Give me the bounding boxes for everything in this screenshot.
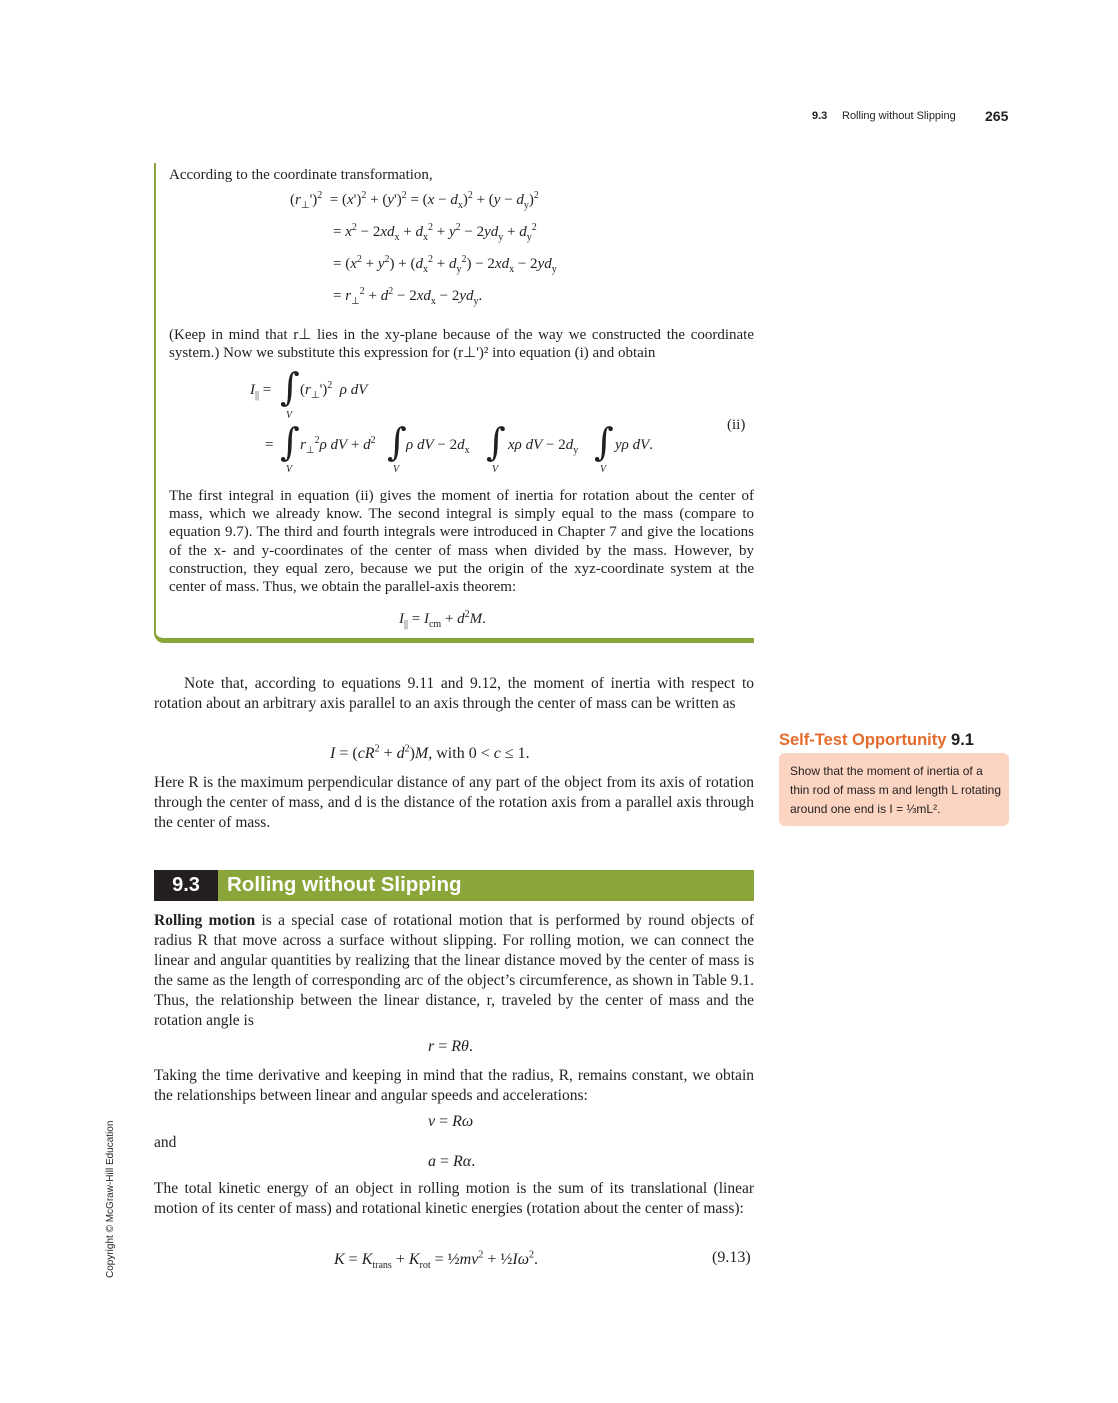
first-integral-text: The first integral in equation (ii) gives the moment of inertia for rotation about the center of mass, which we already know. The second integral is simply equal to the mass (compare to equation 9.7). The third and fourth integrals were introduced in Chapter 7 and give the locations of the x- and y-coordinates of the center of mass when divided by the mass. However, by construction, they equal zero, because we put the origin of the xyz-coordinate system at the center of mass. Thus, we obtain the parallel-axis theorem: — [169, 488, 754, 596]
general-inertia-equation: $I = (cR^2 + d^2)M$, with 0 < c ≤ 1. — [330, 743, 530, 762]
self-test-label: Self-Test Opportunity — [779, 731, 947, 749]
and-word: and — [154, 1134, 177, 1151]
integral-sign: ∫ — [594, 420, 614, 464]
equation-a: a = Rα. — [428, 1153, 476, 1170]
equation-v: v = Rω — [428, 1113, 474, 1130]
equation-r: r = Rθ. — [428, 1038, 473, 1055]
integral-equals: = — [265, 437, 274, 453]
header-section-number: 9.3 — [812, 110, 828, 122]
integral-sign: ∫ — [486, 420, 506, 464]
total-kinetic-paragraph: The total kinetic energy of an object in rolling motion is the sum of its translational (linear motion of its center of mass) and rotational kinetic energies (rotation about the center of mass): — [154, 1180, 754, 1217]
section-title: Rolling without Slipping — [227, 873, 462, 896]
integral-lhs: $I_{||}$ = — [250, 382, 272, 401]
equation-line-1: $(r_\perp')^2 = (x')^2 + (y')^2 = (x - d_x)^2 + (y - d_y)^2$ — [290, 190, 539, 211]
here-paragraph: Here R is the maximum perpendicular distance of any part of the object from its axis of rotation through the center of mass, and d is the distance of the rotation axis from a parallel axis through the center of mass. — [154, 774, 754, 831]
integral-sign: ∫ — [387, 420, 407, 464]
equation-line-3: = $(x^2 + y^2) + (d_x^2 + d_y^2) - 2xd_x - 2yd_y$ — [333, 254, 557, 275]
equation-line-2: = $x^2 - 2xd_x + d_x^2 + y^2 - 2yd_y + d_y^2$ — [333, 222, 537, 243]
page-number: 265 — [985, 108, 1009, 124]
integral-term-4: yρ dV. — [615, 437, 654, 453]
rolling-paragraph — [154, 911, 754, 1031]
integral-limit: V — [286, 410, 293, 421]
section-number: 9.3 — [172, 874, 200, 896]
self-test-text: Show that the moment of inertia of a thin rod of mass m and length L rotating around one end is I = ⅓mL². — [790, 764, 1002, 816]
parallel-axis-theorem: $I_{||} = I_{cm} + d^2M$. — [399, 609, 486, 630]
equation-label-ii: (ii) — [727, 417, 746, 433]
self-test-number: 9.1 — [951, 731, 974, 749]
note-paragraph: Note that, according to equations 9.11 and 9.12, the moment of inertia with respect to rotation about an arbitrary axis parallel to an axis through the center of mass can be written as — [154, 675, 754, 712]
taking-paragraph: Taking the time derivative and keeping in mind that the radius, R, remains constant, we obtain the relationships between linear and angular speeds and accelerations: — [154, 1067, 754, 1104]
integral-integrand: $(r_\perp')^2$ ρ dV — [300, 380, 368, 401]
derivation-intro: According to the coordinate transformation, — [169, 167, 433, 183]
integral-limit: V — [600, 464, 607, 475]
rolling-text: is a special case of rotational motion that is performed by round objects of radius R that move across a surface without slipping. For rolling motion, we can connect the linear and angular quantities by realizing that the linear distance moved by the center of mass is the same as the length of corresponding arc of the object’s circumference, as shown in Table 9.1. Thus, the relationship between the linear distance, r, traveled by the center of mass and the rotation angle is — [154, 912, 755, 1029]
copyright-notice: Copyright © McGraw-Hill Education — [105, 1120, 116, 1278]
integral-term-3: xρ dV − $2d_y$ — [508, 437, 579, 456]
integral-term-2: ρ dV − $2d_x$ — [406, 437, 470, 456]
integral-limit: V — [492, 464, 499, 475]
integral-term-1: $r_\perp^2\rho$ dV + $d^2$ — [300, 435, 376, 456]
integral-limit: V — [286, 464, 293, 475]
equation-label-9-13: (9.13) — [712, 1249, 751, 1266]
header-section-title: Rolling without Slipping — [842, 110, 956, 122]
integral-sign: ∫ — [280, 420, 300, 464]
self-test-heading — [779, 731, 974, 750]
equation-line-4: = $r_\perp^2 + d^2 - 2xd_x - 2yd_y$. — [333, 286, 483, 307]
kinetic-energy-equation: $K = K_{trans} + K_{rot}$ = $\frac{1}{2}mv^2$ + $\frac{1}{2}I\omega^2$. — [334, 1249, 538, 1272]
keep-in-mind-text: (Keep in mind that r⊥ lies in the xy-plane because of the way we constructed the coordinate system.) Now we substitute this expression for (r⊥')² into equation (i) and obtain — [169, 327, 754, 362]
rolling-term: Rolling motion — [154, 912, 256, 929]
integral-sign: ∫ — [280, 365, 300, 409]
integral-limit: V — [393, 464, 400, 475]
